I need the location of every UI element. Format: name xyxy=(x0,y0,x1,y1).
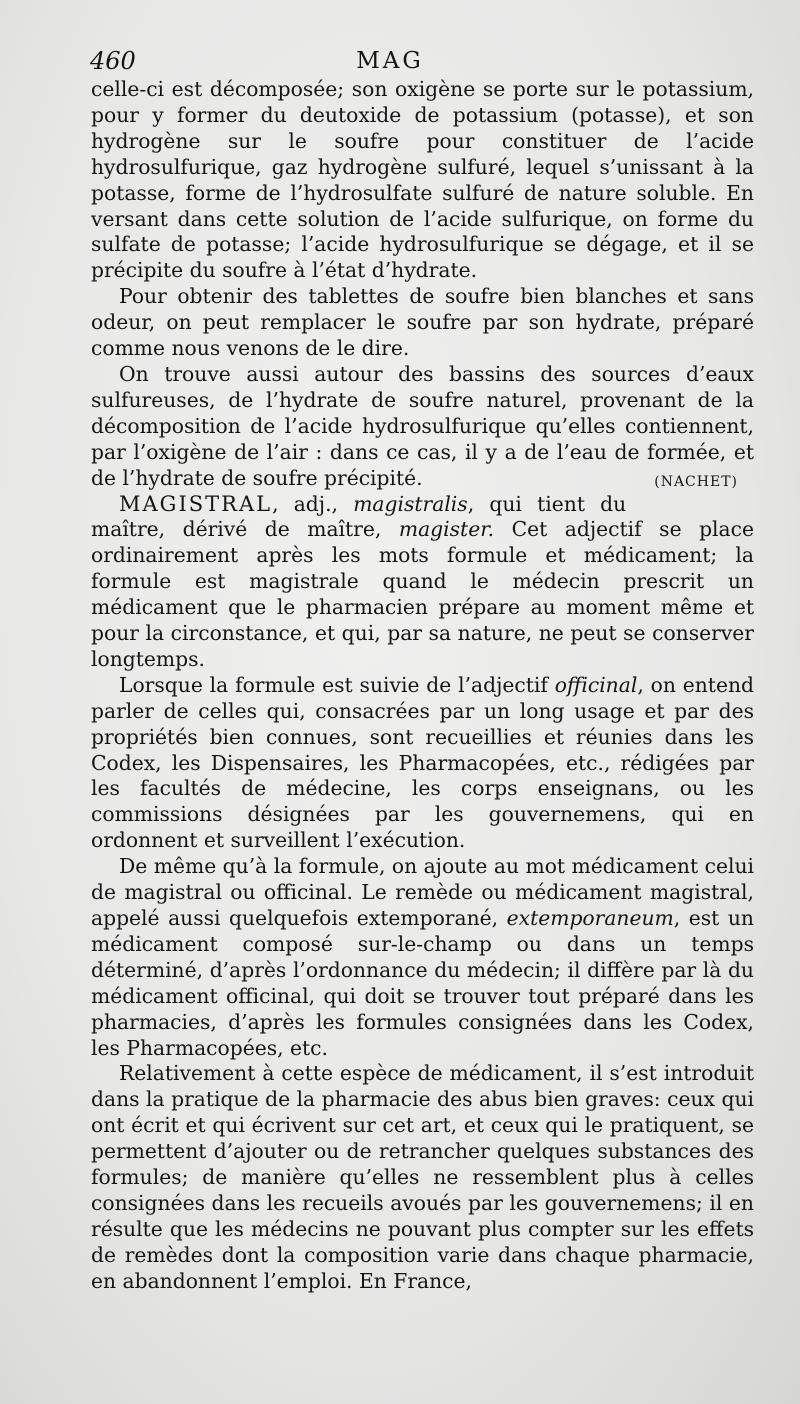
paragraph-6-rest: , est un médicament composé sur-le-champ ou dans un temps déterminé, d’après l’ordonnance du médecin; il diffère par là du médicament officinal, qui doit se trouver tout préparé dans les pharmacies, d’après les formules consignées dans les Codex, les Pharmacopées, etc. xyxy=(91,906,754,1060)
term-extemporaneum: extemporaneum xyxy=(506,906,674,930)
author-signature: (NACHET) xyxy=(654,473,738,490)
page-header xyxy=(90,46,780,76)
paragraph-1: celle-ci est décomposée; son oxigène se porte sur le potassium, pour y former du deutoxide de potassium (potasse), et son hydrogène sur le soufre pour constituer de l’acide hydrosulfurique, gaz hydrogène sulfuré, lequel s’unissant à la potasse, forme de l’hydrosulfate sulfuré de nature soluble. En versant dans cette solution de l’acide sulfurique, on forme du sulfate de potasse; l’acide hydrosulfurique se dégage, et il se précipite du soufre à l’état d’hydrate. xyxy=(91,77,754,283)
paragraph-7: Relativement à cette espèce de médicament, il s’est introduit dans la pratique de la pharmacie des abus bien graves: ceux qui ont écrit et qui écrivent sur cet art, et ceux qui le pratiquent, se permettent d’ajouter ou de retrancher quelques substances des formules; de manière qu’elles ne ressemblent plus à celles consignées dans les recueils avoués par les gouvernemens; il en résulte que les médecins ne pouvant plus compter sur les effets de remèdes dont la composition varie dans chaque pharmacie, en abandonnent l’emploi. En France, xyxy=(91,1061,754,1293)
paragraph-2: Pour obtenir des tablettes de soufre bien blanches et sans odeur, on peut remplacer le soufre par son hydrate, préparé comme nous venons de le dire. xyxy=(91,284,754,361)
paragraph-3 xyxy=(91,362,754,492)
entry-definition: Cet adjectif se place ordinairement après les mots formule et médicament; la formule est magistrale quand le médecin prescrit un médicament que le pharmacien prépare au moment même et pour la circonstance, et qui, par sa nature, ne peut se conserver longtemps. xyxy=(91,517,754,671)
entry-latin-root: magister. xyxy=(398,517,495,542)
entry-etymology: , qui tient du maître, dérivé de maître, xyxy=(91,491,627,542)
running-head: MAG xyxy=(356,48,424,74)
paragraph-6-start: De même qu’à la formule, on ajoute au mot médicament celui de magistral ou officinal. Le remède ou médicament magistral, appelé aussi quelquefois extemporané, xyxy=(91,854,754,930)
entry-headword: MAGISTRAL xyxy=(119,491,273,516)
paragraph-5-start: Lorsque la formule est suivie de l’adjectif xyxy=(119,672,555,697)
paragraph-6 xyxy=(91,854,754,1061)
paragraph-5 xyxy=(91,673,754,854)
paragraph-3-text: On trouve aussi autour des bassins des sources d’eaux sulfureuses, de l’hydrate de soufre naturel, provenant de la décomposition de l’acide hydrosulfurique qu’elles contiennent, par l’oxigène de l’air : dans ce cas, il y a de l’eau de formée, et de l’hydrate de soufre précipité. xyxy=(91,361,754,490)
entry-grammar: , adj., xyxy=(272,491,354,516)
paragraph-5-rest: , on entend parler de celles qui, consacrées par un long usage et par des propriétés bien connues, sont recueillies et réunies dans les Codex, les Dispensaires, les Pharmacopées, etc., rédigées par les facultés de médecine, les corps enseignans, ou les commissions désignées par les gouvernemens, qui en ordonnent et surveillent l’exécution. xyxy=(91,672,754,853)
entry-latin-term: magistralis xyxy=(353,491,468,516)
page-number: 460 xyxy=(90,47,136,75)
article-body xyxy=(91,77,754,1295)
paragraph-4-entry xyxy=(91,492,754,673)
term-officinal: officinal xyxy=(554,672,638,697)
